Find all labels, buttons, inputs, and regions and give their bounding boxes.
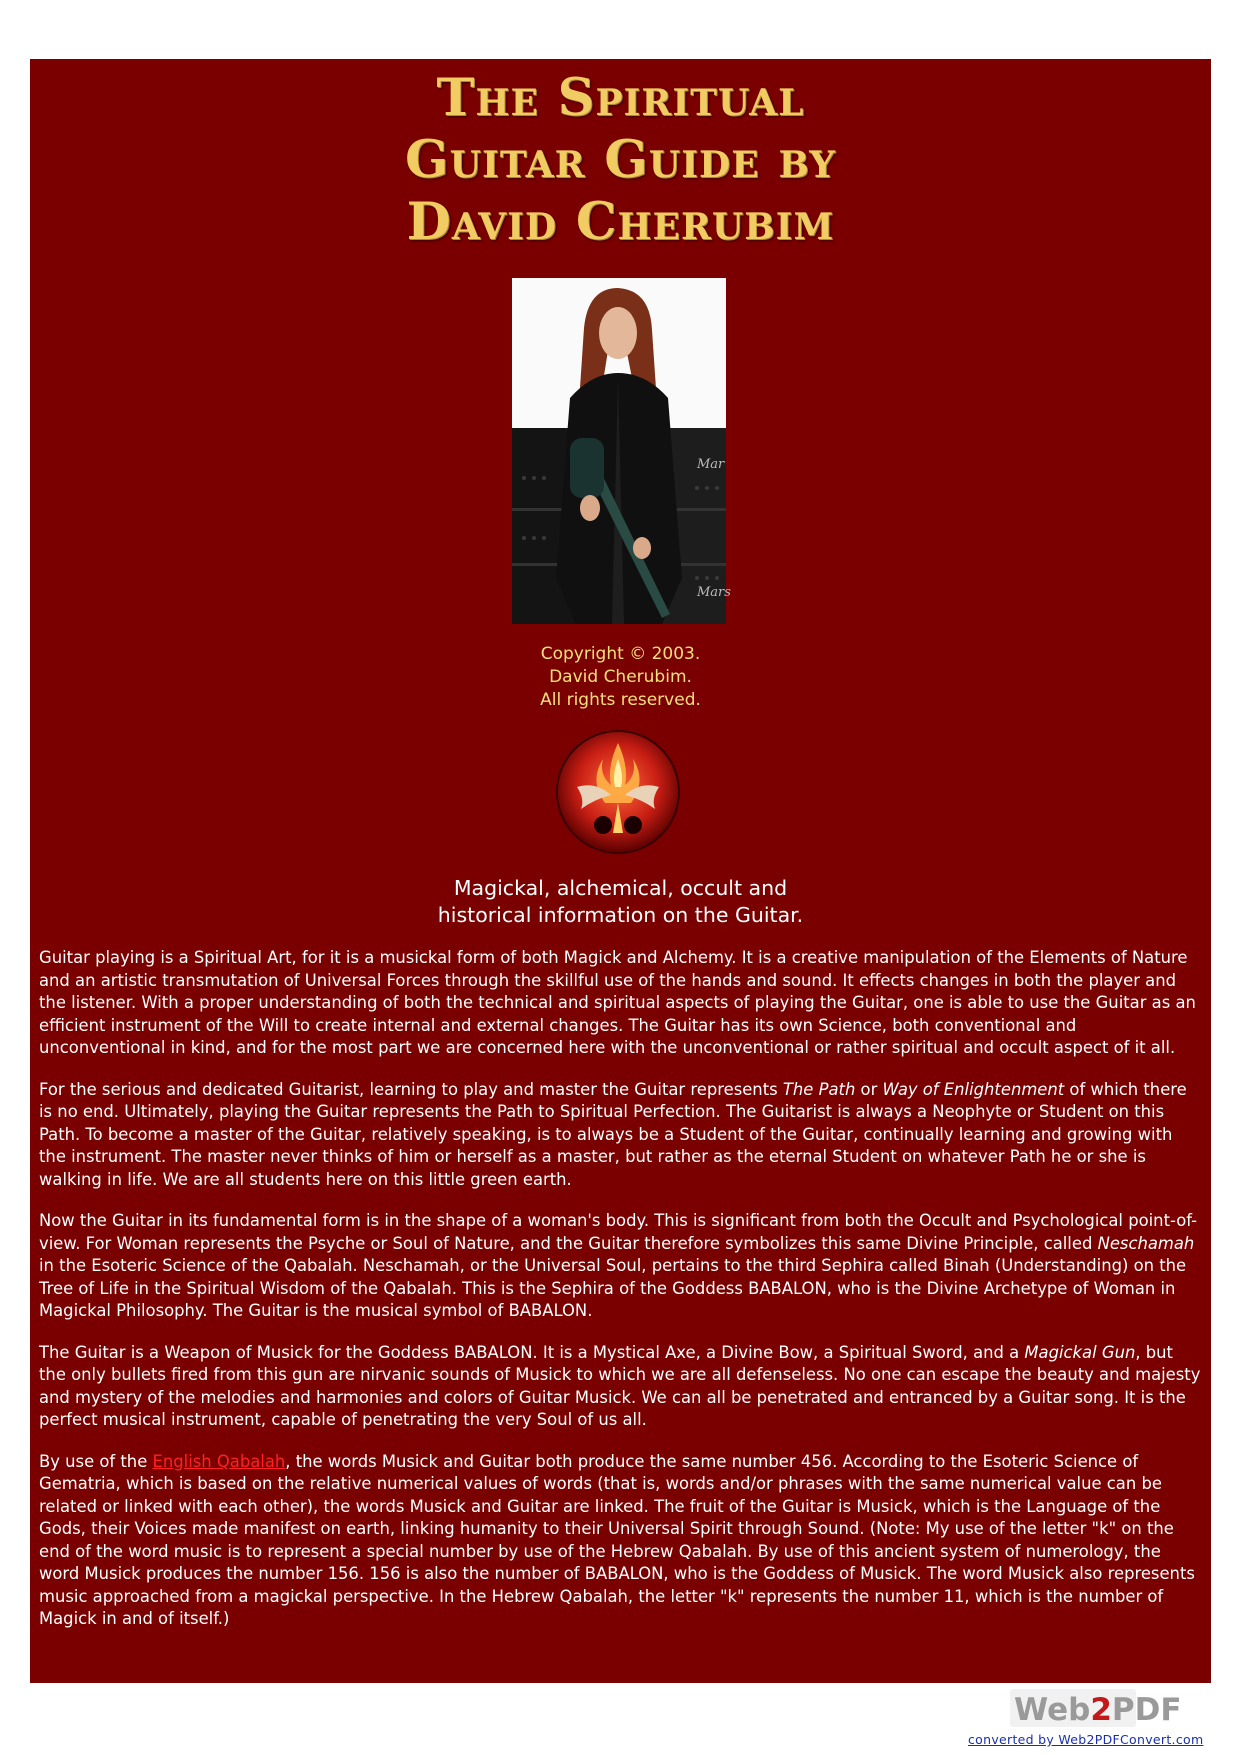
- paragraph-2-emphasis-path: The Path: [782, 1079, 856, 1099]
- paragraph-2-emphasis-way: Way of Enlightenment: [882, 1079, 1065, 1099]
- web2pdf-logo-icon: [1010, 1689, 1182, 1728]
- english-qabalah-link[interactable]: English Qabalah: [152, 1451, 286, 1471]
- paragraph-2-text-c: of which there is no end. Ultimately, playing the Guitar represents the Path to Spiritual Perfection. The Guitarist is always a Neophyte or Student on this Path. To become a master of the Guitar, relatively speaking, is to always be a Student of the Guitar, continually learning and growing with the instrument. The master never thinks of him or herself as a master, but rather as the eternal Student on whatever Path he or she is walking in life. We are all students here on this little green earth.: [39, 1079, 1187, 1189]
- converter-link[interactable]: converted by Web2PDFConvert.com: [968, 1732, 1204, 1747]
- tagline: [30, 875, 1211, 929]
- copyright-line-2: David Cherubim.: [549, 667, 692, 687]
- copyright-line-3: All rights reserved.: [540, 690, 701, 710]
- svg-text:Mar: Mar: [697, 457, 725, 472]
- paragraph-5-text-b: , the words Musick and Guitar both produce the same number 456. According to the Esoteric Science of Gematria, which is based on the relative numerical values of words (that is, words and/or phrases with the same numerical value can be related or linked with each other), the words Musick and Guitar are linked. The fruit of the Guitar is Musick, which is the Language of the Gods, their Voices made manifest on earth, linking humanity to their Universal Spirit through Sound. (Note: My use of the letter "k" on the end of the word music is to represent a special number by use of the Hebrew Qabalah. By use of this ancient system of numerology, the word Musick produces the number 156. 156 is also the number of BABALON, who is the Goddess of Musick. The word Musick also represents music approached from a magickal perspective. In the Hebrew Qabalah, the letter "k" represents the number 11, which is the number of Magick in and of itself.): [39, 1451, 1195, 1628]
- article-body: [39, 947, 1204, 1650]
- flaming-winged-emblem-icon: [555, 729, 681, 855]
- paragraph-3-text-b: in the Esoteric Science of the Qabalah. Neschamah, or the Universal Soul, pertains to the third Sephira called Binah (Understanding) on the Tree of Life in the Spiritual Wisdom of the Qabalah. This is the Sephira of the Goddess BABALON, who is the Divine Archetype of Woman in Magickal Philosophy. The Guitar is the musical symbol of BABALON.: [39, 1256, 1187, 1320]
- paragraph-2-text-a: For the serious and dedicated Guitarist, learning to play and master the Guitar represents: [39, 1079, 783, 1099]
- copyright-notice: [30, 643, 1211, 712]
- paragraph-2: [39, 1079, 1204, 1192]
- title-line-3: David Cherubim: [406, 192, 835, 252]
- tagline-line-2: historical information on the Guitar.: [437, 903, 804, 927]
- guitarist-photo-icon: [512, 278, 731, 624]
- svg-text:Mars: Mars: [697, 585, 731, 600]
- page-title: [30, 67, 1211, 253]
- paragraph-5: [39, 1451, 1204, 1631]
- document-page: [30, 59, 1211, 1683]
- title-line-1: The Spiritual: [436, 68, 805, 128]
- guitarist-photo: [512, 278, 731, 624]
- paragraph-1: Guitar playing is a Spiritual Art, for it is a musickal form of both Magick and Alchemy. It is a creative manipulation of the Elements of Nature and an artistic transmutation of Universal Forces through the skillful use of the hands and sound. It effects changes in both the player and the listener. With a proper understanding of both the technical and spiritual aspects of playing the Guitar, one is able to use the Guitar as an efficient instrument of the Will to create internal and external changes. The Guitar has its own Science, both conventional and unconventional in kind, and for the most part we are concerned here with the unconventional or rather spiritual and occult aspect of it all.: [39, 948, 1196, 1057]
- title-line-2: Guitar Guide by: [405, 130, 836, 190]
- paragraph-3: [39, 1210, 1204, 1323]
- paragraph-3-text-a: Now the Guitar in its fundamental form is in the shape of a woman's body. This is significant from both the Occult and Psychological point-of-view. For Woman represents the Psyche or Soul of Nature, and the Guitar therefore symbolizes this same Divine Principle, called: [39, 1211, 1198, 1253]
- paragraph-4-emphasis-gun: Magickal Gun: [1024, 1342, 1136, 1362]
- logo-web: Web: [1014, 1692, 1091, 1728]
- paragraph-3-emphasis-neschamah: Neschamah: [1097, 1233, 1195, 1253]
- web2pdf-logo[interactable]: [1010, 1689, 1182, 1728]
- paragraph-2-text-b: or: [855, 1079, 883, 1099]
- logo-2: 2: [1090, 1692, 1112, 1728]
- paragraph-5-text-a: By use of the: [39, 1451, 153, 1471]
- svg-text:Web2PDF: [1014, 1692, 1182, 1728]
- logo-pdf: PDF: [1111, 1692, 1182, 1728]
- copyright-line-1: Copyright © 2003.: [540, 644, 701, 664]
- paragraph-4-text-a: The Guitar is a Weapon of Musick for the Goddess BABALON. It is a Mystical Axe, a Divine Bow, a Spiritual Sword, and a: [39, 1342, 1025, 1362]
- tagline-line-1: Magickal, alchemical, occult and: [453, 876, 788, 900]
- paragraph-4-text-b: , but the only bullets fired from this gun are nirvanic sounds of Musick to which we are all defenseless. No one can escape the beauty and majesty and mystery of the melodies and harmonies and colors of Guitar Musick. We can all be penetrated and entranced by a Guitar song. It is the perfect musical instrument, capable of penetrating the very Soul of us all.: [39, 1342, 1201, 1429]
- paragraph-4: [39, 1342, 1204, 1432]
